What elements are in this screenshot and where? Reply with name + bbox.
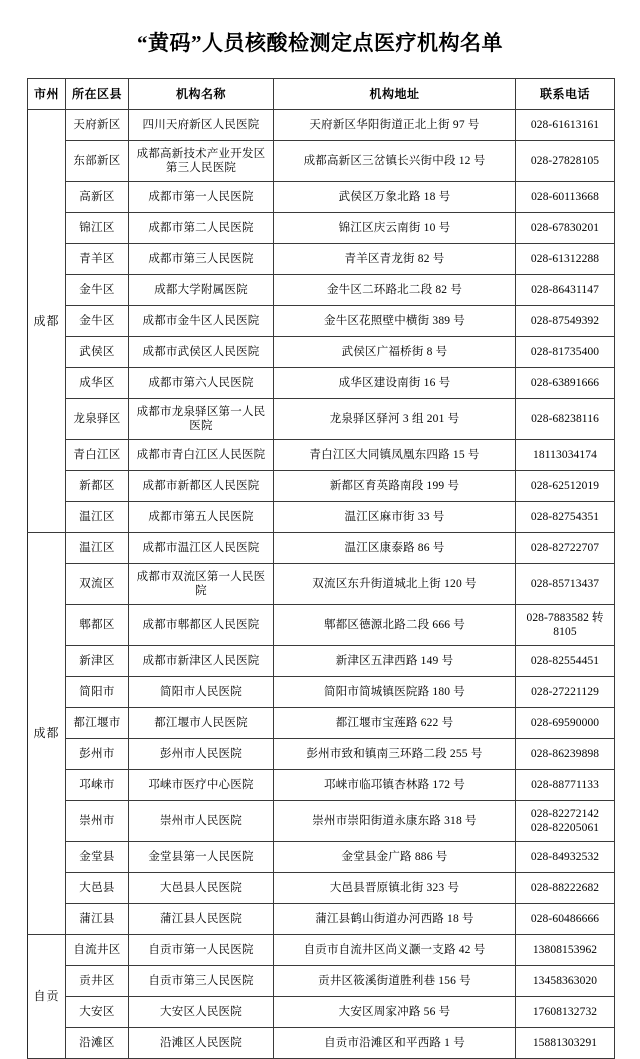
table-row (28, 605, 615, 646)
district-cell: 简阳市 (66, 677, 129, 708)
address-cell: 龙泉驿区驿河 3 组 201 号 (274, 399, 516, 440)
table-row (28, 842, 615, 873)
address-cell: 贡井区筱溪街道胜利巷 156 号 (274, 966, 516, 997)
institution-cell: 成都市郫都区人民医院 (129, 605, 274, 646)
district-cell: 崇州市 (66, 801, 129, 842)
phone-number: 8105 (553, 626, 577, 638)
table-row (28, 533, 615, 564)
phone-cell (516, 564, 615, 605)
phone-number: 028-82722707 (530, 541, 600, 554)
table-row (28, 213, 615, 244)
table-row (28, 110, 615, 141)
address-cell: 武侯区万象北路 18 号 (274, 182, 516, 213)
institution-cell: 成都市新津区人民医院 (129, 646, 274, 677)
column-header-city: 市州 (28, 79, 66, 110)
institution-cell: 自贡市第三人民医院 (129, 966, 274, 997)
phone-cell (516, 110, 615, 141)
phone-cell (516, 399, 615, 440)
phone-number: 028-86239898 (530, 747, 600, 760)
district-cell: 金牛区 (66, 306, 129, 337)
table-row (28, 770, 615, 801)
city-cell: 成都 (28, 110, 66, 533)
phone-cell (516, 1028, 615, 1059)
district-cell: 新都区 (66, 471, 129, 502)
institution-cell: 成都市温江区人民医院 (129, 533, 274, 564)
address-cell: 金堂县金广路 886 号 (274, 842, 516, 873)
institution-cell: 大邑县人民医院 (129, 873, 274, 904)
table-row (28, 801, 615, 842)
institution-cell: 成都市第一人民医院 (129, 182, 274, 213)
district-cell: 锦江区 (66, 213, 129, 244)
address-cell: 成华区建设南街 16 号 (274, 368, 516, 399)
phone-cell (516, 966, 615, 997)
table-body (28, 110, 615, 1059)
address-cell: 彭州市致和镇南三环路二段 255 号 (274, 739, 516, 770)
institution-table (27, 78, 615, 1059)
phone-cell (516, 502, 615, 533)
phone-number: 028-61613161 (530, 118, 600, 131)
page-title: “黄码”人员核酸检测定点医疗机构名单 (137, 31, 503, 55)
phone-number: 028-67830201 (530, 221, 600, 234)
district-cell: 成华区 (66, 368, 129, 399)
phone-cell (516, 904, 615, 935)
institution-cell: 成都高新技术产业开发区第三人民医院 (129, 141, 274, 182)
table-row (28, 502, 615, 533)
table-row (28, 440, 615, 471)
institution-cell: 崇州市人民医院 (129, 801, 274, 842)
phone-number: 028-69590000 (530, 716, 600, 729)
address-cell: 蒲江县鹤山街道办河西路 18 号 (274, 904, 516, 935)
city-cell: 成都 (28, 533, 66, 935)
phone-cell (516, 842, 615, 873)
phone-cell (516, 997, 615, 1028)
phone-number: 028-84932532 (530, 850, 600, 863)
phone-cell (516, 605, 615, 646)
address-cell: 武侯区广福桥街 8 号 (274, 337, 516, 368)
district-cell: 都江堰市 (66, 708, 129, 739)
phone-number: 13458363020 (532, 974, 598, 987)
institution-cell: 简阳市人民医院 (129, 677, 274, 708)
phone-number: 028-61312288 (530, 252, 600, 265)
address-cell: 自贡市自流井区尚义灏一支路 42 号 (274, 935, 516, 966)
table-row (28, 646, 615, 677)
phone-cell (516, 770, 615, 801)
phone-cell (516, 801, 615, 842)
table-header (28, 79, 615, 110)
institution-cell: 成都市青白江区人民医院 (129, 440, 274, 471)
institution-cell: 邛崃市医疗中心医院 (129, 770, 274, 801)
district-cell: 大邑县 (66, 873, 129, 904)
phone-number: 028-82754351 (530, 510, 600, 523)
address-cell: 温江区康泰路 86 号 (274, 533, 516, 564)
phone-cell (516, 244, 615, 275)
address-cell: 金牛区二环路北二段 82 号 (274, 275, 516, 306)
phone-cell (516, 708, 615, 739)
institution-cell: 成都大学附属医院 (129, 275, 274, 306)
phone-number: 028-87549392 (530, 314, 600, 327)
institution-cell: 成都市第六人民医院 (129, 368, 274, 399)
table-row (28, 306, 615, 337)
phone-number: 028-62512019 (530, 479, 600, 492)
phone-cell (516, 646, 615, 677)
table-row (28, 337, 615, 368)
phone-number: 028-86431147 (531, 283, 599, 296)
phone-number: 028-60113668 (531, 190, 599, 203)
address-cell: 大安区周家冲路 56 号 (274, 997, 516, 1028)
table-row (28, 141, 615, 182)
table-row (28, 182, 615, 213)
table-row (28, 244, 615, 275)
phone-number: 13808153962 (532, 943, 598, 956)
table-row (28, 1028, 615, 1059)
address-cell: 郫都区德源北路二段 666 号 (274, 605, 516, 646)
district-cell: 武侯区 (66, 337, 129, 368)
address-cell: 青羊区青龙街 82 号 (274, 244, 516, 275)
address-cell: 新都区育英路南段 199 号 (274, 471, 516, 502)
institution-cell: 成都市金牛区人民医院 (129, 306, 274, 337)
table-row (28, 935, 615, 966)
district-cell: 青羊区 (66, 244, 129, 275)
phone-cell (516, 739, 615, 770)
district-cell: 温江区 (66, 533, 129, 564)
table-row (28, 564, 615, 605)
phone-number: 028-82272142 (530, 807, 600, 820)
phone-number: 15881303291 (532, 1036, 598, 1049)
address-cell: 天府新区华阳街道正北上街 97 号 (274, 110, 516, 141)
phone-number: 028-68238116 (531, 412, 599, 425)
table-row (28, 471, 615, 502)
address-cell: 金牛区花照壁中横街 389 号 (274, 306, 516, 337)
district-cell: 高新区 (66, 182, 129, 213)
institution-cell: 成都市龙泉驿区第一人民医院 (129, 399, 274, 440)
phone-cell (516, 337, 615, 368)
address-cell: 崇州市崇阳街道永康东路 318 号 (274, 801, 516, 842)
district-cell: 温江区 (66, 502, 129, 533)
institution-cell: 成都市新都区人民医院 (129, 471, 274, 502)
institution-cell: 彭州市人民医院 (129, 739, 274, 770)
district-cell: 彭州市 (66, 739, 129, 770)
address-cell: 锦江区庆云南街 10 号 (274, 213, 516, 244)
district-cell: 蒲江县 (66, 904, 129, 935)
institution-cell: 自贡市第一人民医院 (129, 935, 274, 966)
phone-cell (516, 533, 615, 564)
phone-number: 028-88771133 (531, 778, 599, 791)
institution-cell: 成都市第二人民医院 (129, 213, 274, 244)
table-header-row (28, 79, 615, 110)
table-row (28, 739, 615, 770)
phone-cell (516, 306, 615, 337)
city-cell: 自贡 (28, 935, 66, 1059)
address-cell: 新津区五津西路 149 号 (274, 646, 516, 677)
phone-number: 17608132732 (532, 1005, 598, 1018)
column-header-address: 机构地址 (274, 79, 516, 110)
institution-cell: 成都市双流区第一人民医院 (129, 564, 274, 605)
district-cell: 双流区 (66, 564, 129, 605)
address-cell: 自贡市沿滩区和平西路 1 号 (274, 1028, 516, 1059)
table-row (28, 966, 615, 997)
phone-cell (516, 275, 615, 306)
phone-cell (516, 213, 615, 244)
district-cell: 自流井区 (66, 935, 129, 966)
address-cell: 大邑县晋原镇北街 323 号 (274, 873, 516, 904)
district-cell: 东部新区 (66, 141, 129, 182)
institution-cell: 成都市武侯区人民医院 (129, 337, 274, 368)
address-cell: 青白江区大同镇凤凰东四路 15 号 (274, 440, 516, 471)
district-cell: 沿滩区 (66, 1028, 129, 1059)
phone-number: 028-60486666 (530, 912, 600, 925)
district-cell: 金牛区 (66, 275, 129, 306)
phone-cell (516, 677, 615, 708)
phone-number: 028-81735400 (530, 345, 600, 358)
district-cell: 贡井区 (66, 966, 129, 997)
institution-cell: 成都市第五人民医院 (129, 502, 274, 533)
district-cell: 大安区 (66, 997, 129, 1028)
phone-cell (516, 440, 615, 471)
phone-number: 028-85713437 (530, 577, 600, 590)
table-row (28, 677, 615, 708)
table-row (28, 904, 615, 935)
institution-cell: 四川天府新区人民医院 (129, 110, 274, 141)
phone-number: 028-88222682 (530, 881, 600, 894)
institution-cell: 金堂县第一人民医院 (129, 842, 274, 873)
district-cell: 龙泉驿区 (66, 399, 129, 440)
address-cell: 都江堰市宝莲路 622 号 (274, 708, 516, 739)
table-row (28, 399, 615, 440)
institution-cell: 大安区人民医院 (129, 997, 274, 1028)
column-header-institution: 机构名称 (129, 79, 274, 110)
phone-number: 028-82205061 (530, 822, 600, 834)
institution-cell: 沿滩区人民医院 (129, 1028, 274, 1059)
address-cell: 简阳市简城镇医院路 180 号 (274, 677, 516, 708)
phone-number: 028-27828105 (530, 154, 600, 167)
district-cell: 邛崃市 (66, 770, 129, 801)
table-row (28, 997, 615, 1028)
institution-cell: 都江堰市人民医院 (129, 708, 274, 739)
district-cell: 郫都区 (66, 605, 129, 646)
district-cell: 新津区 (66, 646, 129, 677)
phone-number: 028-27221129 (531, 685, 599, 698)
phone-cell (516, 471, 615, 502)
phone-cell (516, 873, 615, 904)
institution-cell: 蒲江县人民医院 (129, 904, 274, 935)
phone-number: 028-7883582 转 (526, 611, 604, 624)
column-header-phone: 联系电话 (516, 79, 615, 110)
table-row (28, 368, 615, 399)
table-row (28, 873, 615, 904)
district-cell: 天府新区 (66, 110, 129, 141)
phone-cell (516, 141, 615, 182)
address-cell: 温江区麻市街 33 号 (274, 502, 516, 533)
phone-cell (516, 935, 615, 966)
phone-number: 028-82554451 (530, 654, 600, 667)
institution-table-container (27, 78, 614, 1059)
column-header-district: 所在区县 (66, 79, 129, 110)
phone-number: 028-63891666 (530, 376, 600, 389)
phone-number: 18113034174 (533, 448, 597, 461)
address-cell: 成都高新区三岔镇长兴街中段 12 号 (274, 141, 516, 182)
address-cell: 邛崃市临邛镇杏林路 172 号 (274, 770, 516, 801)
institution-cell: 成都市第三人民医院 (129, 244, 274, 275)
table-row (28, 275, 615, 306)
district-cell: 青白江区 (66, 440, 129, 471)
phone-cell (516, 368, 615, 399)
phone-cell (516, 182, 615, 213)
address-cell: 双流区东升街道城北上街 120 号 (274, 564, 516, 605)
table-row (28, 708, 615, 739)
district-cell: 金堂县 (66, 842, 129, 873)
